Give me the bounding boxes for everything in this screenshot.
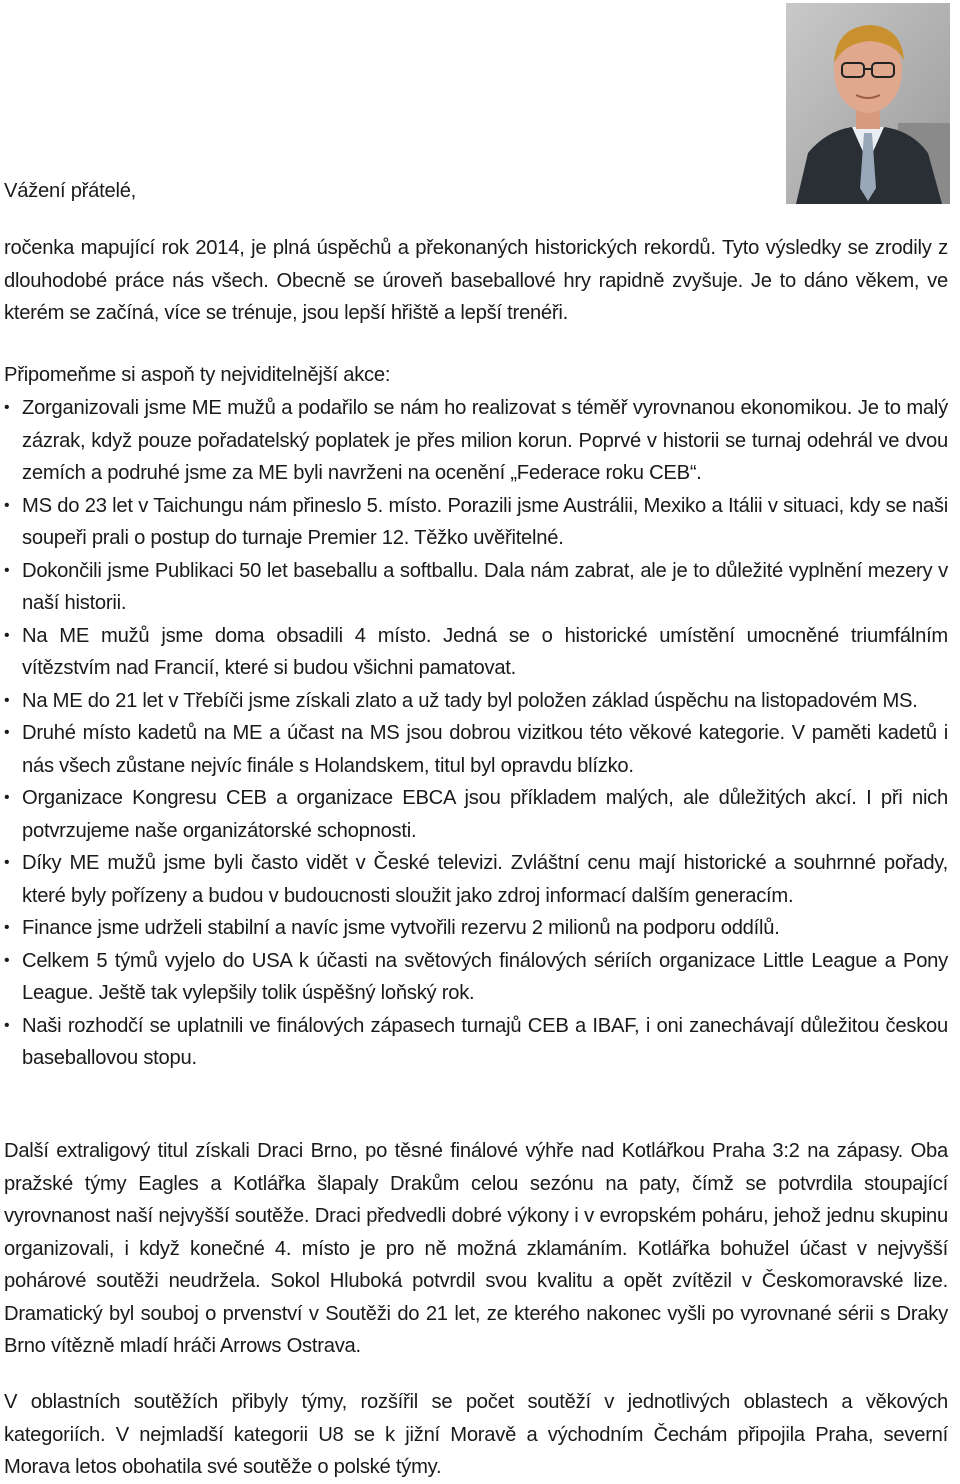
achievements-lead: Připomeňme si aspoň ty nejviditelnější akce: — [4, 364, 391, 386]
bullet-icon: • — [4, 399, 10, 416]
list-item: • Díky ME mužů jsme byli často vidět v České televizi. Zvláštní cenu mají historické a souhrnné pořady, které byly pořízeny a budou v budoucnosti sloužit jako zdroj informací dalším generacím. — [4, 847, 948, 912]
list-item: • Na ME mužů jsme doma obsadili 4 místo. Jedná se o historické umístění umocněné triumfálním vítězstvím nad Francií, které si budou všichni pamatovat. — [4, 620, 948, 685]
list-item: • Naši rozhodčí se uplatnili ve finálových zápasech turnajů CEB a IBAF, i oni zanechávají důležitou českou baseballovou stopu. — [4, 1010, 948, 1075]
list-item: • Druhé místo kadetů na ME a účast na MS jsou dobrou vizitkou této věkové kategorie. V paměti kadetů i nás všech zůstane nejvíc finále s Holandskem, titul byl opravdu blízko. — [4, 717, 948, 782]
bullet-icon: • — [4, 951, 10, 969]
list-item: • MS do 23 let v Taichungu nám přineslo 5. místo. Porazili jsme Austrálii, Mexiko a Itálii v situaci, kdy se naši soupeři prali o postup do turnaje Premier 12. Těžko uvěřitelné. — [4, 490, 948, 555]
achievements-list — [4, 392, 948, 1075]
author-portrait — [786, 3, 950, 204]
bullet-icon: • — [4, 919, 10, 936]
bullet-icon: • — [4, 626, 10, 644]
greeting: Vážení přátelé, — [4, 180, 137, 202]
bullet-icon: • — [4, 561, 10, 579]
list-item: • Finance jsme udrželi stabilní a navíc jsme vytvořili rezervu 2 milionů na podporu oddílů. — [4, 912, 948, 945]
author-portrait-illustration — [786, 3, 950, 204]
list-item: • Zorganizovali jsme ME mužů a podařilo se nám ho realizovat s téměř vyrovnanou ekonomikou. Je to malý zázrak, když pouze pořadatelský poplatek je přes milion korun. Poprvé v historii se turnaj odehrál ve dvou zemích a podruhé jsme za ME byli navrženi na ocenění „Federace roku CEB“. — [4, 392, 948, 490]
bullet-icon: • — [4, 724, 10, 741]
league-paragraph: Další extraligový titul získali Draci Brno, po těsné finálové výhře nad Kotlářkou Praha 3:2 na zápasy. Oba pražské týmy Eagles a Kotlářka šlapaly Drakům celou sezónu na paty, čímž se potvrdila stoupající vyrovnanost naší nejvyšší soutěže. Draci předvedli dobré výkony i v evropském poháru, jehož jednu skupinu organizovali, i když konečné 4. místo je pro ně možná zklamáním. Kotlářka bohužel účast v nejvyšší pohárové soutěži neudržela. Sokol Hluboká potvrdil svou kvalitu a opět zvítězil v Českomoravské lize. Dramatický byl souboj o prvenství v Soutěži do 21 let, ze kterého nakonec vyšli po vyrovnané sérii s Draky Brno vítězně mladí hráči Arrows Ostrava. — [4, 1140, 948, 1357]
bullet-icon: • — [4, 1016, 10, 1034]
list-item: • Celkem 5 týmů vyjelo do USA k účasti na světových finálových sériích organizace Little League a Pony League. Ještě tak vylepšily tolik úspěšný loňský rok. — [4, 945, 948, 1010]
bullet-icon: • — [4, 854, 10, 871]
list-item: • Dokončili jsme Publikaci 50 let baseballu a softballu. Dala nám zabrat, ale je to důležité vyplnění mezery v naší historii. — [4, 555, 948, 620]
list-item: • Organizace Kongresu CEB a organizace EBCA jsou příkladem malých, ale důležitých akcí. I při nich potvrzujeme naše organizátorské schopnosti. — [4, 782, 948, 847]
intro-paragraph: ročenka mapující rok 2014, je plná úspěchů a překonaných historických rekordů. Tyto výsledky se zrodily z dlouhodobé práce nás všech. Obecně se úroveň baseballové hry rapidně zvyšuje. Je to dáno věkem, ve kterém se začíná, více se trénuje, jsou lepší hřiště a lepší trenéři. — [4, 237, 948, 324]
list-item: • Na ME do 21 let v Třebíči jsme získali zlato a už tady byl položen základ úspěchu na listopadovém MS. — [4, 685, 948, 718]
regions-paragraph: V oblastních soutěžích přibyly týmy, rozšířil se počet soutěží v jednotlivých oblastech a věkových kategoriích. V nejmladší kategorii U8 se k jižní Moravě a východním Čechám připojila Praha, severní Morava letos obohatila své soutěže o polské týmy. — [4, 1391, 948, 1478]
bullet-icon: • — [4, 789, 10, 806]
bullet-icon: • — [4, 496, 10, 514]
bullet-icon: • — [4, 691, 10, 709]
